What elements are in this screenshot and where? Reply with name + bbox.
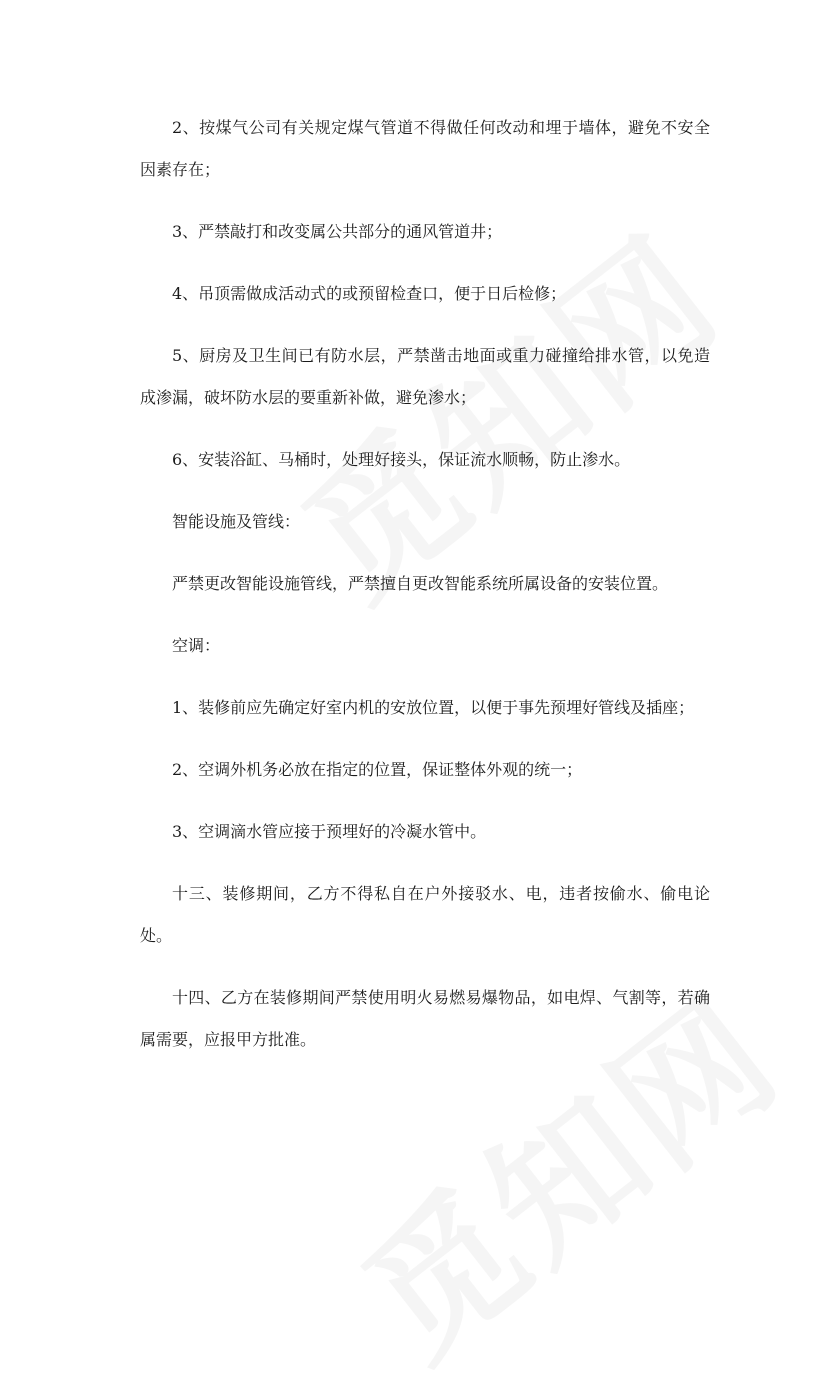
paragraph-clause-13: 十三、装修期间，乙方不得私自在户外接驳水、电，违者按偷水、偷电论处。 [140,884,710,945]
paragraph-ac-indoor-unit: 1、装修前应先确定好室内机的安放位置，以便于事先预埋好管线及插座； [172,698,695,717]
paragraph-bathtub-toilet: 6、安装浴缸、马桶时，处理好接头，保证流水顺畅，防止渗水。 [172,450,631,469]
paragraph-waterproof-layer: 5、厨房及卫生间已有防水层，严禁凿击地面或重力碰撞给排水管，以免造成渗漏，破坏防水层的要重新补做，避免渗水； [140,346,710,407]
paragraph-clause-14: 十四、乙方在装修期间严禁使用明火易燃易爆物品，如电焊、气割等，若确属需要，应报甲方批准。 [140,988,710,1049]
paragraph-smart-facilities: 严禁更改智能设施管线，严禁擅自更改智能系统所属设备的安装位置。 [172,574,669,593]
paragraph-ac-outdoor-unit: 2、空调外机务必放在指定的位置，保证整体外观的统一； [172,760,583,779]
paragraph-ac-drain-pipe: 3、空调滴水管应接于预埋好的冷凝水管中。 [172,822,487,841]
section-heading-smart-facilities: 智能设施及管线： [172,512,301,531]
paragraph-ceiling-access: 4、吊顶需做成活动式的或预留检查口，便于日后检修； [172,284,567,303]
paragraph-ventilation-shaft: 3、严禁敲打和改变属公共部分的通风管道井； [172,222,503,241]
paragraph-gas-pipe: 2、按煤气公司有关规定煤气管道不得做任何改动和埋于墙体，避免不安全因素存在； [140,118,710,179]
section-heading-air-conditioning: 空调： [172,636,221,655]
document-body [140,107,710,1061]
